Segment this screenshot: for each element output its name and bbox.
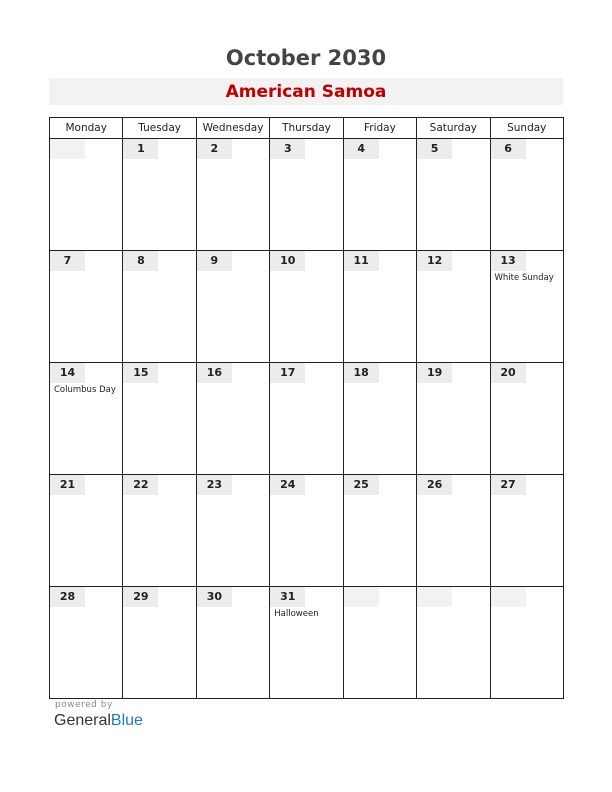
day-number	[417, 587, 452, 607]
day-number: 27	[491, 475, 526, 495]
day-cell	[490, 475, 563, 587]
day-cell	[50, 363, 123, 475]
day-cell	[490, 139, 563, 251]
day-number: 17	[270, 363, 305, 383]
day-cell	[123, 139, 196, 251]
day-cell	[123, 475, 196, 587]
country-name: American Samoa	[225, 82, 387, 102]
day-number: 6	[491, 139, 526, 159]
day-number: 24	[270, 475, 305, 495]
day-cell	[490, 363, 563, 475]
day-number: 30	[197, 587, 232, 607]
day-cell	[343, 251, 416, 363]
week-row	[50, 363, 564, 475]
day-cell	[270, 587, 343, 699]
day-cell	[490, 587, 563, 699]
day-cell	[123, 251, 196, 363]
day-number: 3	[270, 139, 305, 159]
week-row	[50, 587, 564, 699]
holiday-label: Halloween	[274, 609, 319, 619]
day-cell	[343, 363, 416, 475]
day-cell	[196, 139, 269, 251]
day-number: 21	[50, 475, 85, 495]
day-cell	[50, 251, 123, 363]
day-number: 12	[417, 251, 452, 271]
day-cell	[270, 363, 343, 475]
day-number: 2	[197, 139, 232, 159]
day-number: 22	[123, 475, 158, 495]
weekday-header: Saturday	[417, 118, 490, 139]
brand-part-blue: Blue	[110, 712, 143, 729]
day-cell	[343, 475, 416, 587]
day-number: 8	[123, 251, 158, 271]
weekday-header: Tuesday	[123, 118, 196, 139]
day-cell	[417, 363, 490, 475]
day-number: 11	[344, 251, 379, 271]
day-number	[50, 139, 85, 159]
day-number: 1	[123, 139, 158, 159]
day-cell	[270, 251, 343, 363]
day-cell	[343, 587, 416, 699]
day-cell	[417, 475, 490, 587]
day-cell	[417, 139, 490, 251]
day-number: 10	[270, 251, 305, 271]
week-row	[50, 139, 564, 251]
weekday-header: Monday	[50, 118, 123, 139]
day-cell	[196, 587, 269, 699]
day-number: 16	[197, 363, 232, 383]
day-cell	[270, 475, 343, 587]
day-number	[491, 587, 526, 607]
day-number: 20	[491, 363, 526, 383]
day-cell	[490, 251, 563, 363]
week-row	[50, 475, 564, 587]
day-number: 25	[344, 475, 379, 495]
day-number: 18	[344, 363, 379, 383]
day-cell	[123, 363, 196, 475]
day-number: 9	[197, 251, 232, 271]
day-number: 7	[50, 251, 85, 271]
day-cell	[50, 475, 123, 587]
day-number: 31	[270, 587, 305, 607]
weekday-header-row	[50, 118, 564, 139]
day-number: 28	[50, 587, 85, 607]
weekday-header: Wednesday	[196, 118, 269, 139]
country-band	[49, 78, 563, 105]
day-cell	[196, 475, 269, 587]
day-number: 26	[417, 475, 452, 495]
day-number: 29	[123, 587, 158, 607]
day-cell	[196, 251, 269, 363]
day-cell	[270, 139, 343, 251]
day-cell	[50, 587, 123, 699]
holiday-label: Columbus Day	[54, 385, 116, 395]
day-number: 19	[417, 363, 452, 383]
calendar-title: October 2030	[225, 46, 387, 70]
day-cell	[123, 587, 196, 699]
day-number: 5	[417, 139, 452, 159]
day-cell	[343, 139, 416, 251]
holiday-label: White Sunday	[494, 273, 554, 283]
day-cell	[196, 363, 269, 475]
weekday-header: Thursday	[270, 118, 343, 139]
day-number: 23	[197, 475, 232, 495]
calendar-grid	[49, 117, 564, 699]
week-row	[50, 251, 564, 363]
weekday-header: Friday	[343, 118, 416, 139]
day-number: 14	[50, 363, 85, 383]
day-number	[344, 587, 379, 607]
powered-by-label: powered by	[55, 700, 113, 710]
day-number: 15	[123, 363, 158, 383]
day-cell	[417, 587, 490, 699]
day-number: 4	[344, 139, 379, 159]
generalblue-logo[interactable]	[54, 712, 143, 730]
brand-part-general: General	[54, 712, 111, 729]
day-cell	[417, 251, 490, 363]
day-cell	[50, 139, 123, 251]
weekday-header: Sunday	[490, 118, 563, 139]
day-number: 13	[491, 251, 526, 271]
